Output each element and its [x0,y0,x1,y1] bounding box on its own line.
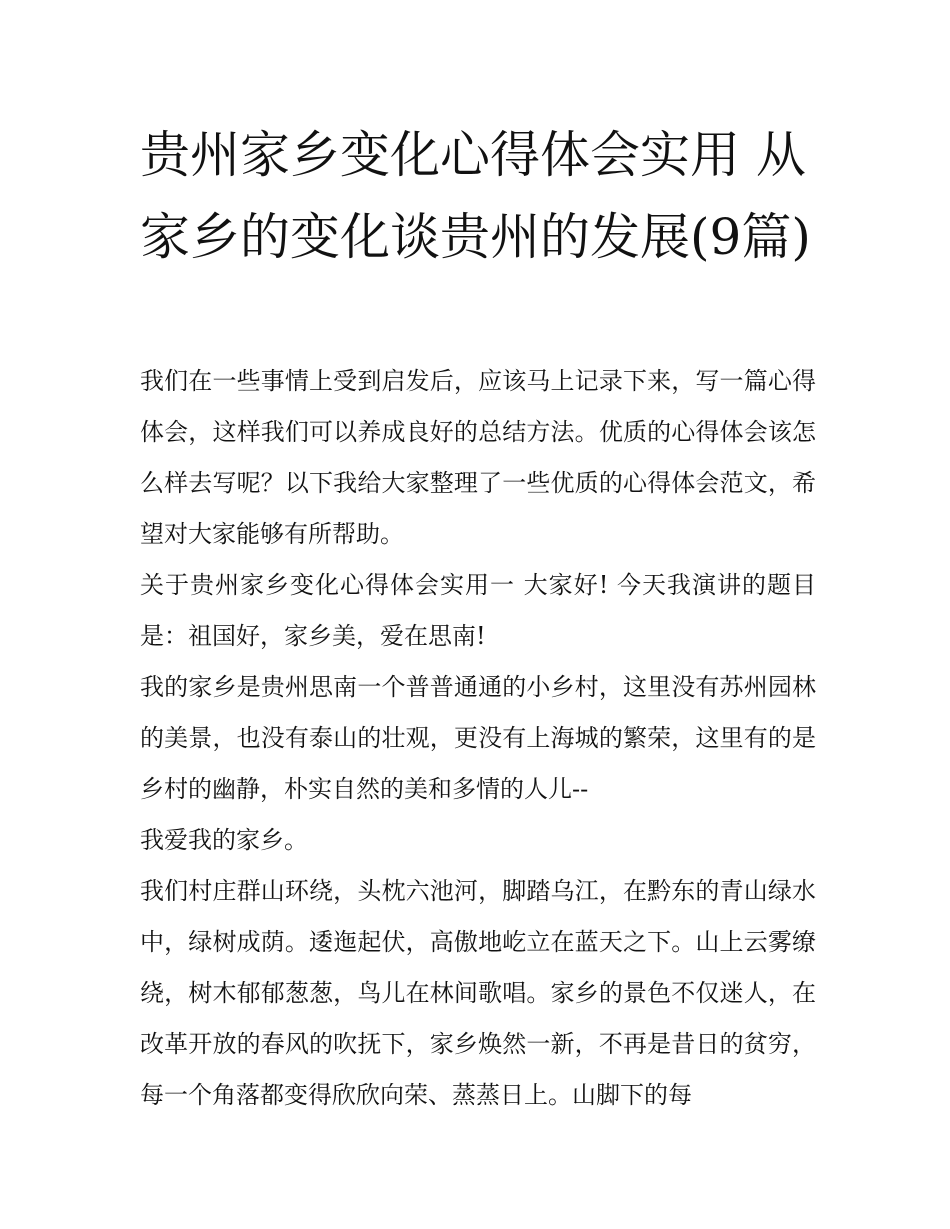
paragraph-love-hometown: 我爱我的家乡。 [140,826,308,854]
paragraph-village-scenery: 我们村庄群山环绕，头枕六池河，脚踏乌江，在黔东的青山绿水中，绿树成荫。逶迤起伏，高傲地屹立在蓝天之下。山上云雾缭绕，树木郁郁葱葱，鸟儿在林间歌唱。家乡的景色不仅迷人，在改革开放的春风的吹抚下，家乡焕然一新，不再是昔日的贫穷，每一个角落都变得欣欣向荣、蒸蒸日上。山脚下的每 [140,877,816,1109]
document-body [140,356,816,1121]
paragraph-intro: 我们在一些事情上受到启发后，应该马上记录下来，写一篇心得体会，这样我们可以养成良好的总结方法。优质的心得体会该怎么样去写呢？以下我给大家整理了一些优质的心得体会范文，希望对大家能够有所帮助。 [140,367,816,548]
paragraph-speech-opening: 关于贵州家乡变化心得体会实用一 大家好! 今天我演讲的题目是：祖国好，家乡美，爱在思南! [140,571,816,650]
document-title: 贵州家乡变化心得体会实用 从家乡的变化谈贵州的发展(9篇) [140,126,811,266]
paragraph-hometown: 我的家乡是贵州思南一个普普通通的小乡村，这里没有苏州园林的美景，也没有泰山的壮观，更没有上海城的繁荣，这里有的是乡村的幽静，朴实自然的美和多情的人儿-- [140,673,816,803]
